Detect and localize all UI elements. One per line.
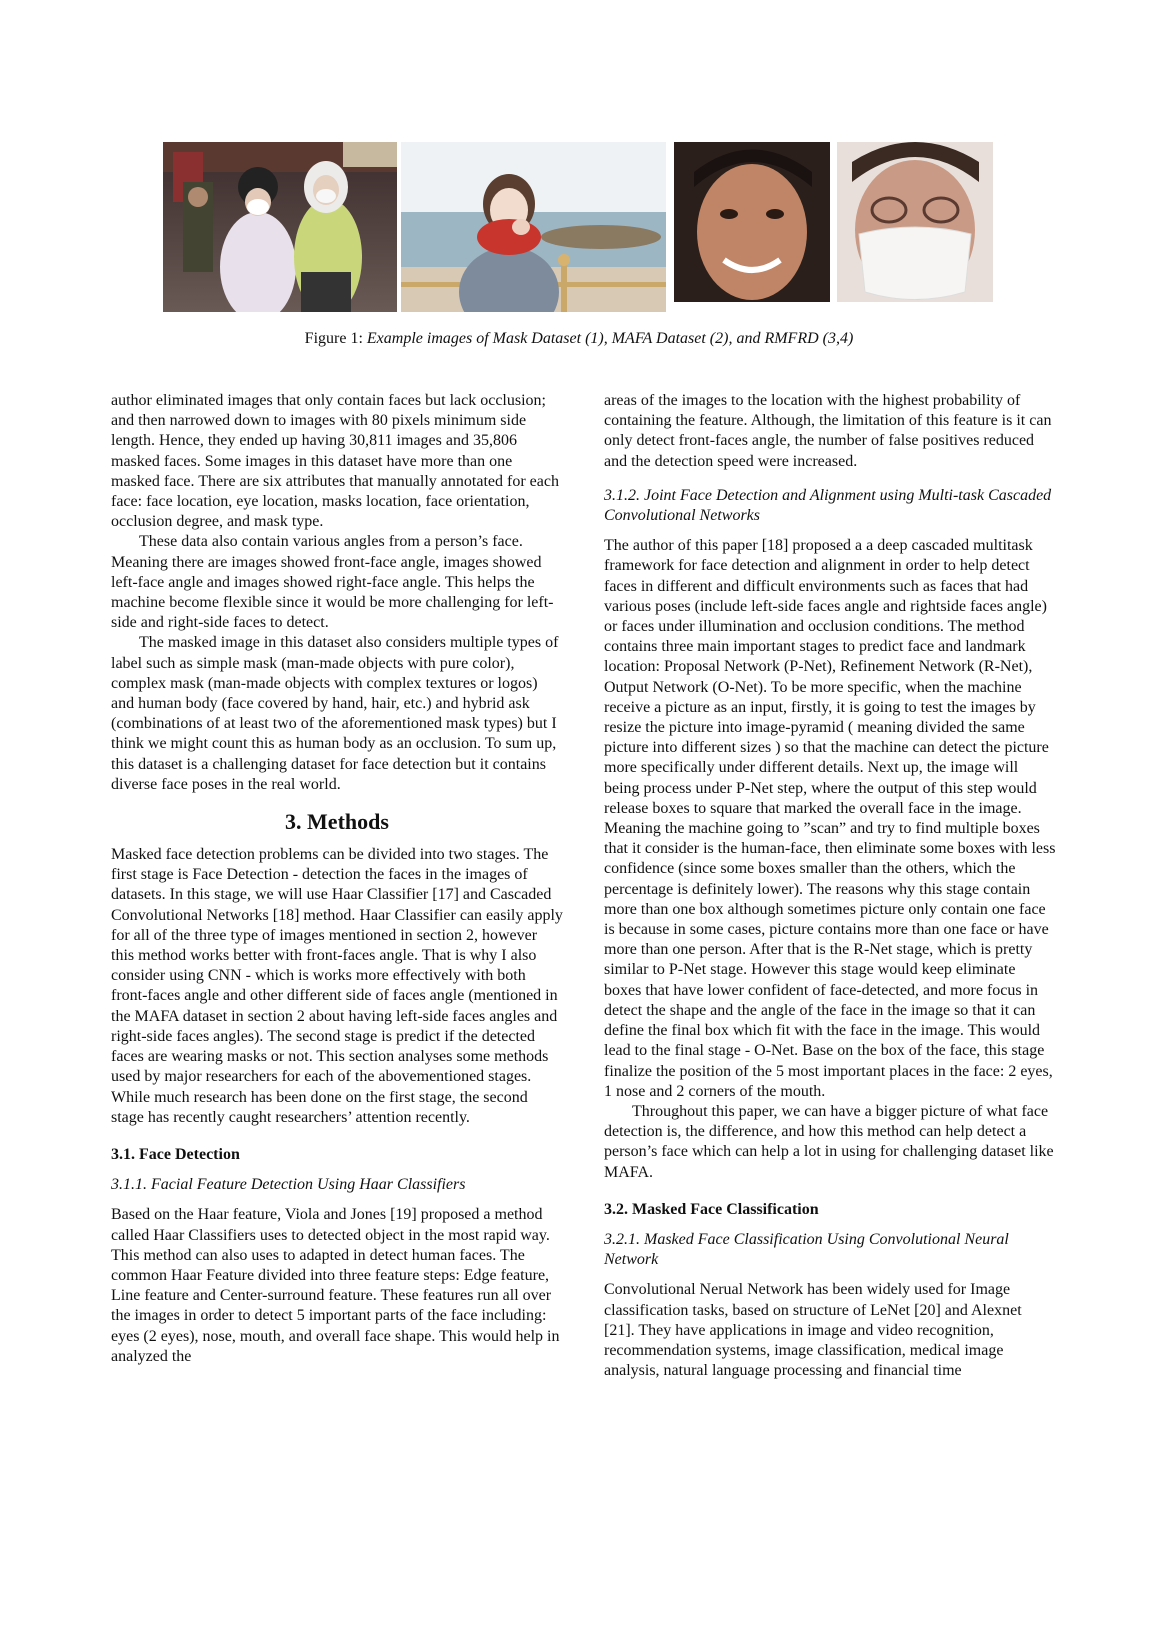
subsection-title-face-detection: 3.1. Face Detection — [111, 1145, 240, 1163]
paragraph: The author of this paper [18] proposed a a deep cascaded multitask framework for face detection and alignment in order to help detect faces in different and difficult environments such as faces that had various poses (include left-side faces angle and rightside faces angle) or faces under illumination and occlusion conditions. The method contains three main important stages to predict face and landmark location: Proposal Network (P-Net), Refinement Network (R-Net), Output Network (O-Net). To be more specific, when the machine receive a picture as an input, firstly, it is going to test the images by resize the picture into image-pyramid ( meaning divided the same picture into different sizes ) so that the machine can detect the picture more specifically under different details. Next up, the image will being process under P-Net step, where the output of this step would release boxes to square that marked the overall face in the image. Meaning the machine going to ”scan” and try to find multiple boxes that it consider is the human-face, then eliminate some boxes with less confidence (since some boxes smaller than the others, which the percentage is definitely lower). The reasons why this stage contain more than one box although sometimes picture only contain one face is because in some cases, picture contains more than one face or have more than one person. After that is the R-Net stage, which is pretty similar to P-Net stage. However this stage would keep eliminate boxes that have lower confident of face-detected, and more focus in detect the shape and the angle of the face in the image so that it can define the final box which fit with the face in the image. This would lead to the final stage - O-Net. Base on the box of the face, this stage finalize the position of the 5 most important places in the face: 2 eyes, 1 nose and 2 corners of the mouth. — [604, 537, 1056, 1100]
mask-dataset-street-photo — [163, 142, 397, 312]
paragraph: areas of the images to the location with the highest probability of containing the feature. Although, the limitation of this feature is it can only detect front-faces angle, the number of false positives reduced and the detection speed were increased. — [604, 392, 1052, 470]
mafa-dataset-scarf-photo — [401, 142, 666, 312]
subsubsection-title-mtcnn: 3.1.2. Joint Face Detection and Alignment using Multi-task Cascaded Convolutional Networks — [604, 486, 1052, 525]
rmfrd-masked-face — [837, 142, 993, 302]
subsubsection-title-haar: 3.1.1. Facial Feature Detection Using Haar Classifiers — [111, 1176, 466, 1194]
paragraph: author eliminated images that only contain faces but lack occlusion; and then narrowed down to images with 80 pixels minimum side length. Hence, they ended up having 30,811 images and 35,806 masked faces. Some images in this dataset have more than one masked face. There are six attributes that manually annotated for each face: face location, eye location, masks location, face orientation, occlusion degree, and mask type. — [111, 392, 559, 531]
left-column — [111, 391, 563, 1367]
subsection-title-masked-face-classification: 3.2. Masked Face Classification — [604, 1200, 819, 1218]
figure-caption-text: Example images of Mask Dataset (1), MAFA Dataset (2), and RMFRD (3,4) — [366, 330, 854, 347]
paragraph: Convolutional Nerual Network has been widely used for Image classification tasks, based on structure of LeNet [20] and Alexnet [21]. They have applications in image and video recognition, recommendation systems, image classification, medical image analysis, natural language processing and financial time — [604, 1281, 1022, 1380]
section-title-methods: 3. Methods — [285, 809, 389, 835]
rmfrd-unmasked-face — [674, 142, 830, 302]
paragraph: Masked face detection problems can be divided into two stages. The first stage is Face Detection - detection the faces in the images of datasets. In this stage, we will use Haar Classifier [17] and Cascaded Convolutional Networks [18] method. Haar Classifier can easily apply for all of the three type of images mentioned in section 2, however this method works better with front-faces angle. That is why I also consider using CNN - which is works more effectively with both front-faces angle and other different side of faces angle (mentioned in the MAFA dataset in section 2 about having left-side faces angles and right-side faces angles). The second stage is predict if the detected faces are wearing masks or not. This section analyses some methods used by major researchers for each of the abovementioned stages. While much research has been done on the first stage, the second stage has recently caught researchers’ attention recently. — [111, 846, 563, 1126]
paragraph: These data also contain various angles from a person’s face. Meaning there are images showed front-face angle, images showed left-face angle and images showed right-face angle. This helps the machine become flexible since it would be more challenging for left-side and right-side faces to detect. — [111, 533, 554, 632]
subsubsection-title-cnn: 3.2.1. Masked Face Classification Using Convolutional Neural Network — [604, 1230, 1009, 1269]
paragraph: The masked image in this dataset also considers multiple types of label such as simple mask (man-made objects with pure color), complex mask (man-made objects with complex textures or logos) and human body (face covered by hand, hair, etc.) and hybrid ask (combinations of at least two of the aforementioned mask types) but I think we might count this as human body as an occlusion. To sum up, this dataset is a challenging dataset for face detection but it contains diverse face poses in the real world. — [111, 634, 559, 793]
paragraph: Based on the Haar feature, Viola and Jones [19] proposed a method called Haar Classifiers uses to detected object in the most rapid way. This method can also uses to adapted in detect human faces. The common Haar Feature divided into three feature steps: Edge feature, Line feature and Center-surround feature. These features run all over the images in order to detect 5 important parts of the face including: eyes (2 eyes), nose, mouth, and overall face shape. This would help in analyzed the — [111, 1206, 560, 1365]
figure-caption — [0, 330, 1158, 348]
figure-caption-label: Figure 1: — [304, 330, 363, 347]
right-column — [604, 391, 1056, 1381]
paragraph: Throughout this paper, we can have a bigger picture of what face detection is, the difference, and how this method can help detect a person’s face which can help a lot in using for challenging dataset like MAFA. — [604, 1102, 1054, 1181]
